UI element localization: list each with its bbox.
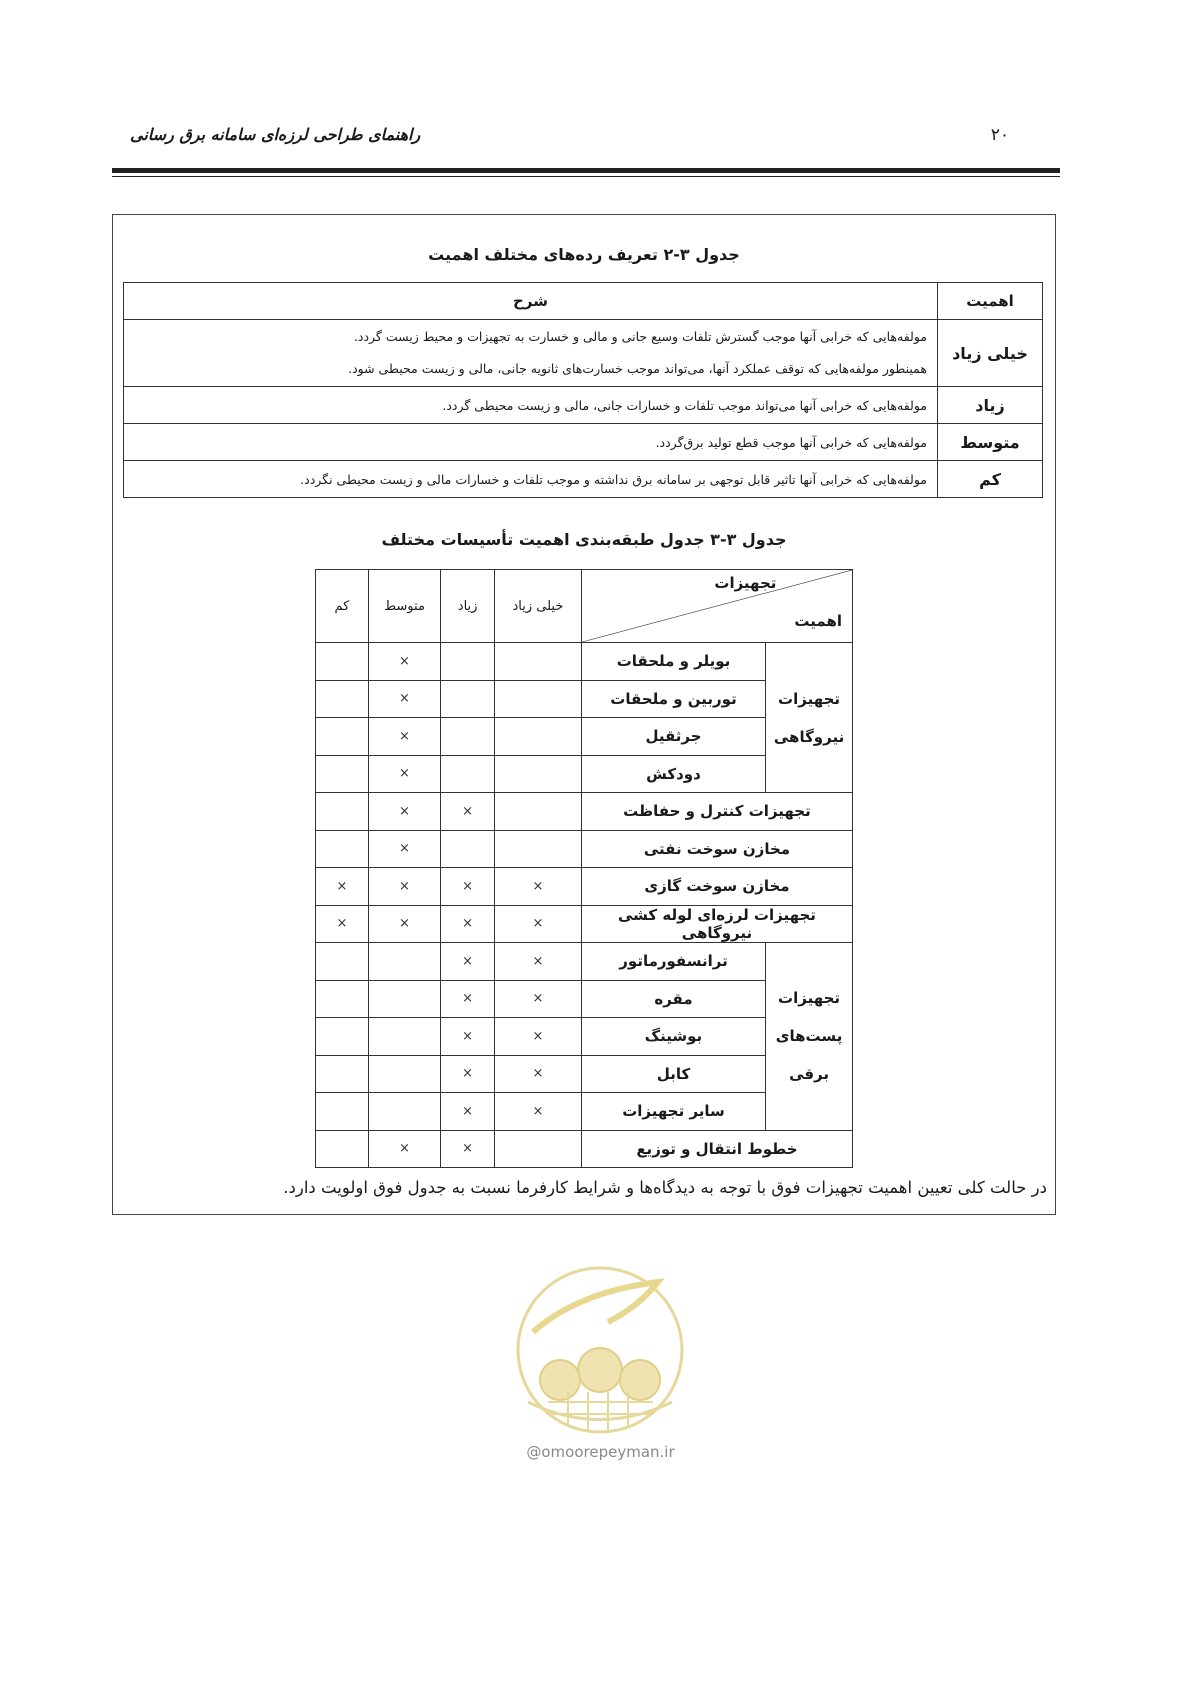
equipment-name: توربین و ملحقات: [581, 680, 765, 718]
level-cell: کم: [938, 461, 1043, 498]
equipment-name: تجهیزات لرزه‌ای لوله کشی نیروگاهی: [581, 905, 852, 943]
mark-high: ×: [441, 1130, 495, 1168]
col-header-very-high: خیلی زیاد: [495, 570, 582, 643]
level-cell: زیاد: [938, 387, 1043, 424]
mark-low: ×: [316, 868, 369, 906]
page-number: ۲۰: [990, 125, 1009, 145]
table-header-row: [124, 283, 1043, 320]
col-header-level: اهمیت: [938, 283, 1043, 320]
facility-classification-table: [315, 569, 853, 1168]
diagonal-header-cell: [581, 570, 852, 643]
mark-medium: ×: [368, 755, 440, 793]
mark-medium: ×: [368, 868, 440, 906]
group-power-plant: تجهیزات نیروگاهی: [766, 643, 853, 793]
diag-label-equipment: تجهیزات: [714, 574, 777, 592]
content-frame: [112, 214, 1056, 1215]
header-rule: [112, 168, 1060, 173]
footnote-text: در حالت کلی تعیین اهمیت تجهیزات فوق با توجه به دیدگاه‌ها و شرایط کارفرما نسبت به جدول فوق اولویت دارد.: [283, 1178, 1047, 1197]
equipment-name: سایر تجهیزات: [581, 1093, 765, 1131]
mark-medium: ×: [368, 680, 440, 718]
description-line: همینطور مولفه‌هایی که توقف عملکرد آنها، می‌تواند موجب خسارت‌های ثانویه جانی، مالی و زیست محیطی شود.: [348, 361, 927, 376]
table-row: [316, 830, 853, 868]
equipment-name: جرثقیل: [581, 718, 765, 756]
group-substation: تجهیزات پست‌های برقی: [766, 943, 853, 1131]
watermark-seal-logo: [488, 1252, 713, 1442]
description-cell: [124, 320, 938, 387]
col-header-description: شرح: [124, 283, 938, 320]
table-row: [316, 1130, 853, 1168]
mark-low: [316, 943, 369, 981]
description-line: مولفه‌هایی که خرابی آنها موجب گسترش تلفات وسیع جانی و مالی و خسارت به تجهیزات و محیط زیست گردد.: [353, 329, 927, 344]
mark-medium: ×: [368, 830, 440, 868]
mark-high: ×: [441, 905, 495, 943]
mark-very-high: [495, 643, 582, 681]
table-row: [124, 424, 1043, 461]
mark-low: [316, 1018, 369, 1056]
mark-medium: ×: [368, 718, 440, 756]
col-header-low: کم: [316, 570, 369, 643]
running-title: راهنمای طراحی لرزه‌ای سامانه برق رسانی: [130, 125, 421, 144]
equipment-name: دودکش: [581, 755, 765, 793]
table-row: [316, 793, 853, 831]
description-cell: مولفه‌هایی که خرابی آنها موجب قطع تولید برق‌گردد.: [124, 424, 938, 461]
mark-high: [441, 680, 495, 718]
mark-medium: [368, 1018, 440, 1056]
equipment-name: تجهیزات کنترل و حفاظت: [581, 793, 852, 831]
importance-definition-table: [123, 282, 1043, 498]
mark-very-high: [495, 830, 582, 868]
table-row: [124, 387, 1043, 424]
mark-low: [316, 680, 369, 718]
mark-low: [316, 755, 369, 793]
mark-high: ×: [441, 1055, 495, 1093]
equipment-name: بویلر و ملحقات: [581, 643, 765, 681]
mark-medium: [368, 943, 440, 981]
table1-caption: جدول ۳-۲ تعریف رده‌های مختلف اهمیت: [428, 245, 740, 264]
mark-medium: [368, 1093, 440, 1131]
mark-low: [316, 793, 369, 831]
mark-low: ×: [316, 905, 369, 943]
col-header-high: زیاد: [441, 570, 495, 643]
mark-high: ×: [441, 1018, 495, 1056]
level-cell: متوسط: [938, 424, 1043, 461]
mark-high: ×: [441, 793, 495, 831]
col-header-medium: متوسط: [368, 570, 440, 643]
diag-label-importance: اهمیت: [794, 612, 842, 630]
mark-low: [316, 1055, 369, 1093]
equipment-name: کابل: [581, 1055, 765, 1093]
mark-high: [441, 718, 495, 756]
mark-low: [316, 718, 369, 756]
mark-high: [441, 755, 495, 793]
mark-low: [316, 980, 369, 1018]
mark-very-high: ×: [495, 1093, 582, 1131]
equipment-name: مقره: [581, 980, 765, 1018]
description-cell: مولفه‌هایی که خرابی آنها می‌تواند موجب تلفات و خسارات جانی، مالی و زیست محیطی گردد.: [124, 387, 938, 424]
mark-very-high: [495, 718, 582, 756]
mark-very-high: [495, 793, 582, 831]
equipment-name: ترانسفورماتور: [581, 943, 765, 981]
mark-very-high: [495, 1130, 582, 1168]
mark-medium: [368, 980, 440, 1018]
table-row: [316, 905, 853, 943]
equipment-name: مخازن سوخت نفتی: [581, 830, 852, 868]
mark-very-high: ×: [495, 943, 582, 981]
mark-medium: ×: [368, 1130, 440, 1168]
mark-high: [441, 643, 495, 681]
equipment-name: خطوط انتقال و توزیع: [581, 1130, 852, 1168]
description-cell: مولفه‌هایی که خرابی آنها تاثیر قابل توجهی بر سامانه برق نداشته و موجب تلفات و خسارات مالی و زیست محیطی نگردد.: [124, 461, 938, 498]
mark-very-high: ×: [495, 980, 582, 1018]
mark-low: [316, 830, 369, 868]
table-row: [316, 868, 853, 906]
mark-medium: ×: [368, 905, 440, 943]
mark-high: ×: [441, 1093, 495, 1131]
watermark-url: @omoorepeyman.ir: [526, 1443, 675, 1461]
mark-medium: ×: [368, 643, 440, 681]
level-cell: خیلی زیاد: [938, 320, 1043, 387]
header-rule-thin: [112, 176, 1060, 177]
mark-very-high: [495, 680, 582, 718]
mark-high: ×: [441, 943, 495, 981]
table-header-row: [316, 570, 853, 643]
mark-high: [441, 830, 495, 868]
mark-very-high: ×: [495, 1018, 582, 1056]
table-row: [316, 643, 853, 681]
mark-low: [316, 1130, 369, 1168]
equipment-name: مخازن سوخت گازی: [581, 868, 852, 906]
mark-low: [316, 1093, 369, 1131]
table2-caption: جدول ۳-۳ جدول طبقه‌بندی اهمیت تأسیسات مختلف: [381, 530, 787, 549]
mark-high: ×: [441, 868, 495, 906]
mark-high: ×: [441, 980, 495, 1018]
mark-very-high: ×: [495, 905, 582, 943]
table-row: [124, 461, 1043, 498]
mark-very-high: ×: [495, 1055, 582, 1093]
mark-low: [316, 643, 369, 681]
table-row: [316, 943, 853, 981]
mark-medium: ×: [368, 793, 440, 831]
equipment-name: بوشینگ: [581, 1018, 765, 1056]
mark-very-high: ×: [495, 868, 582, 906]
mark-medium: [368, 1055, 440, 1093]
page-header: [112, 125, 1037, 153]
mark-very-high: [495, 755, 582, 793]
table-row: [124, 320, 1043, 387]
